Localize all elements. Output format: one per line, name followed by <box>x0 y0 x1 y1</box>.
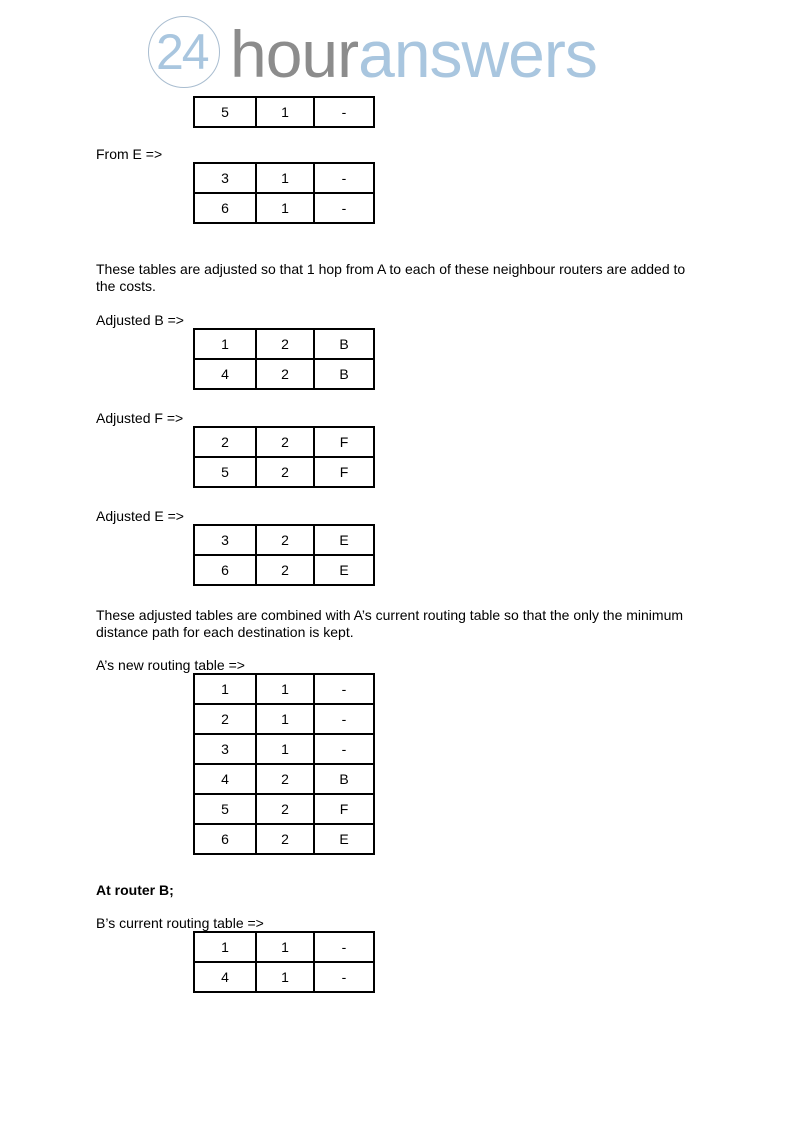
table-cell: 3 <box>194 734 256 764</box>
table-cell: 3 <box>194 163 256 193</box>
table-row <box>194 329 374 359</box>
logo-word-answers: answers <box>358 17 597 91</box>
routing-table-top <box>193 96 375 128</box>
routing-table-adjusted-e <box>193 524 375 586</box>
table-cell: - <box>314 97 374 127</box>
table-cell: 2 <box>256 764 314 794</box>
routing-table-from-e <box>193 162 375 224</box>
table-cell: - <box>314 193 374 223</box>
table-cell: 4 <box>194 764 256 794</box>
table-cell: 5 <box>194 457 256 487</box>
adjusted-b-label: Adjusted B => <box>96 312 184 328</box>
table-cell: 2 <box>256 457 314 487</box>
table-row <box>194 555 374 585</box>
table-row <box>194 525 374 555</box>
table-row <box>194 704 374 734</box>
table-row <box>194 824 374 854</box>
table-cell: 5 <box>194 794 256 824</box>
table-cell: B <box>314 329 374 359</box>
table-row <box>194 674 374 704</box>
table-row <box>194 163 374 193</box>
table-cell: E <box>314 555 374 585</box>
table-cell: 1 <box>194 932 256 962</box>
table-cell: E <box>314 525 374 555</box>
table-cell: 1 <box>256 674 314 704</box>
paragraph-combine-tables: These adjusted tables are combined with A’s current routing table so that the only the minimum distance path for each destination is kept. <box>96 607 684 640</box>
table-cell: 4 <box>194 962 256 992</box>
from-e-label: From E => <box>96 146 163 162</box>
table-cell: B <box>314 359 374 389</box>
table-row <box>194 734 374 764</box>
table-cell: - <box>314 932 374 962</box>
table-cell: 2 <box>256 427 314 457</box>
table-cell: 2 <box>256 824 314 854</box>
table-cell: 1 <box>256 704 314 734</box>
table-cell: 1 <box>256 97 314 127</box>
table-cell: 1 <box>256 962 314 992</box>
table-row <box>194 427 374 457</box>
table-row <box>194 97 374 127</box>
logo-word-hour: hour <box>230 17 359 91</box>
adjusted-e-label: Adjusted E => <box>96 508 184 524</box>
table-cell: 6 <box>194 824 256 854</box>
table-cell: - <box>314 962 374 992</box>
table-row <box>194 457 374 487</box>
table-cell: 2 <box>194 704 256 734</box>
table-cell: F <box>314 794 374 824</box>
router-b-heading: At router B; <box>96 882 174 898</box>
table-cell: 1 <box>256 163 314 193</box>
logo-wordmark <box>230 18 597 90</box>
logo-number: 24 <box>156 24 208 80</box>
table-cell: F <box>314 427 374 457</box>
table-cell: 3 <box>194 525 256 555</box>
table-cell: 1 <box>194 329 256 359</box>
table-cell: 5 <box>194 97 256 127</box>
table-cell: 2 <box>256 329 314 359</box>
table-cell: 1 <box>256 932 314 962</box>
table-row <box>194 794 374 824</box>
table-cell: - <box>314 163 374 193</box>
routing-table-adjusted-b <box>193 328 375 390</box>
table-row <box>194 193 374 223</box>
table-cell: 2 <box>256 525 314 555</box>
table-cell: E <box>314 824 374 854</box>
table-row <box>194 932 374 962</box>
table-cell: - <box>314 734 374 764</box>
table-cell: 1 <box>256 193 314 223</box>
table-cell: B <box>314 764 374 794</box>
logo <box>146 14 616 96</box>
table-row <box>194 962 374 992</box>
table-cell: - <box>314 704 374 734</box>
table-cell: 2 <box>256 359 314 389</box>
table-cell: 1 <box>194 674 256 704</box>
table-row <box>194 764 374 794</box>
table-cell: 1 <box>256 734 314 764</box>
table-cell: 4 <box>194 359 256 389</box>
table-cell: 2 <box>256 794 314 824</box>
table-cell: 6 <box>194 193 256 223</box>
routing-table-a-new <box>193 673 375 855</box>
table-cell: F <box>314 457 374 487</box>
table-row <box>194 359 374 389</box>
table-cell: 2 <box>194 427 256 457</box>
a-new-table-label: A’s new routing table => <box>96 657 245 673</box>
adjusted-f-label: Adjusted F => <box>96 410 184 426</box>
paragraph-adjust-tables: These tables are adjusted so that 1 hop from A to each of these neighbour routers are added to the costs. <box>96 261 686 294</box>
table-cell: 6 <box>194 555 256 585</box>
routing-table-b-current <box>193 931 375 993</box>
b-current-table-label: B’s current routing table => <box>96 915 264 931</box>
routing-table-adjusted-f <box>193 426 375 488</box>
table-cell: - <box>314 674 374 704</box>
table-cell: 2 <box>256 555 314 585</box>
